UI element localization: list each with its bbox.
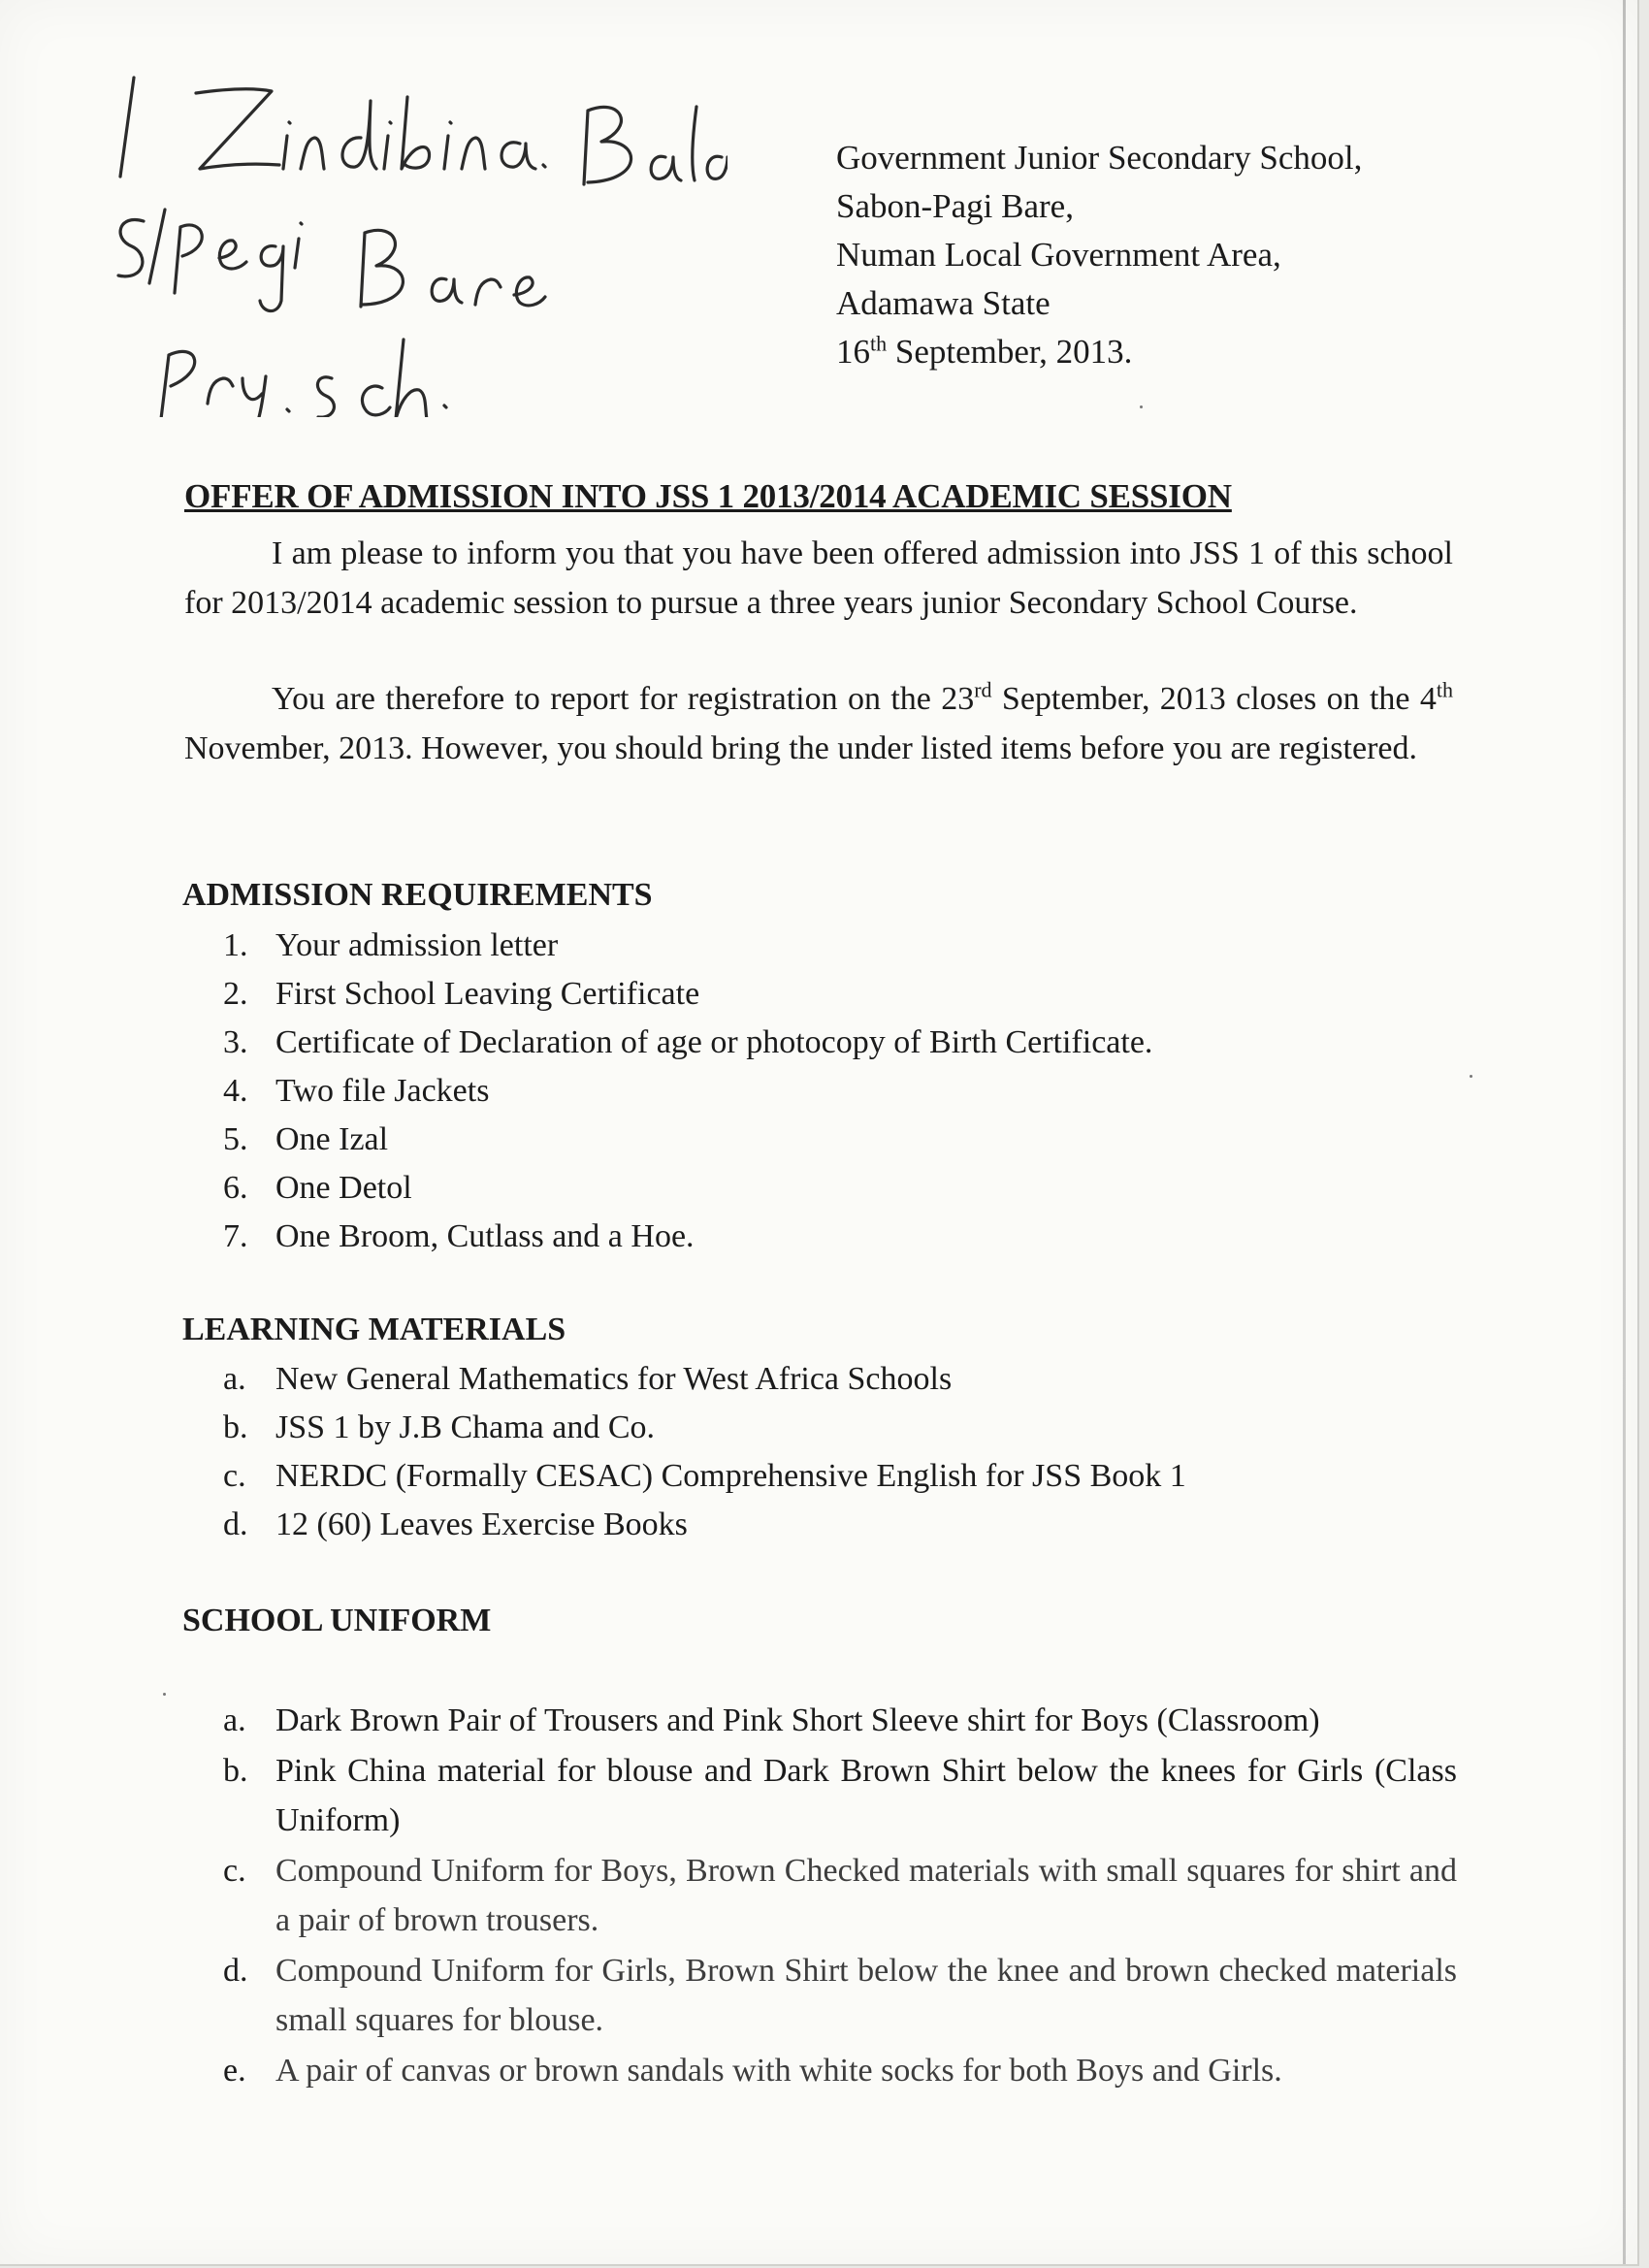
list-item — [223, 1846, 1457, 1945]
list-item — [223, 1067, 1152, 1116]
school-uniform-heading: SCHOOL UNIFORM — [182, 1603, 492, 1638]
list-item — [223, 1404, 1186, 1452]
registration-text-1: You are therefore to report for registration on the 23 — [272, 681, 975, 717]
paragraph-offer-text: I am please to inform you that you have been offered admission into JSS 1 of this school for 2013/2014 academic session to pursue a three years junior Secondary School Course. — [184, 535, 1453, 621]
list-item-text: Pink China material for blouse and Dark Brown Shirt below the knees for Girls (Class Uniform) — [275, 1753, 1457, 1838]
list-marker: b. — [223, 1409, 248, 1445]
list-item — [223, 1746, 1457, 1845]
list-marker: a. — [223, 1361, 246, 1397]
list-item — [223, 2046, 1457, 2095]
list-item-text: Compound Uniform for Girls, Brown Shirt below the knee and brown checked materials small squares for blouse. — [275, 1953, 1457, 2038]
admission-requirements-heading: ADMISSION REQUIREMENTS — [182, 877, 653, 913]
letter-title: OFFER OF ADMISSION INTO JSS 1 2013/2014 ACADEMIC SESSION — [184, 477, 1232, 515]
list-marker: b. — [223, 1753, 248, 1789]
registration-text-3: November, 2013. However, you should bring the under listed items before you are registered. — [184, 730, 1417, 766]
list-marker: e. — [223, 2053, 246, 2089]
list-item-text: One Izal — [275, 1121, 389, 1157]
list-item-text: 12 (60) Leaves Exercise Books — [275, 1507, 688, 1542]
scan-speck — [1470, 1075, 1472, 1078]
list-item-text: Your admission letter — [275, 927, 559, 963]
list-marker: 1. — [223, 927, 248, 963]
list-item — [223, 1696, 1457, 1745]
list-marker: 2. — [223, 976, 248, 1012]
address-line-town: Sabon-Pagi Bare, — [836, 187, 1074, 225]
learning-materials-heading: LEARNING MATERIALS — [182, 1312, 566, 1347]
learning-materials-list — [223, 1355, 1186, 1549]
paragraph-offer — [184, 529, 1453, 628]
list-item-text: JSS 1 by J.B Chama and Co. — [275, 1409, 656, 1445]
handwritten-annotation — [107, 68, 728, 417]
list-item — [223, 1019, 1152, 1067]
scan-speck — [163, 1693, 166, 1696]
list-marker: c. — [223, 1458, 246, 1494]
date-month-year: September, 2013. — [887, 333, 1133, 371]
paragraph-registration — [184, 674, 1453, 773]
list-marker: c. — [223, 1853, 246, 1889]
list-item — [223, 1164, 1152, 1213]
date-ordinal: th — [870, 331, 888, 356]
list-item-text: First School Leaving Certificate — [275, 976, 700, 1012]
registration-text-2: September, 2013 closes on the 4 — [991, 681, 1437, 717]
list-item-text: One Broom, Cutlass and a Hoe. — [275, 1218, 695, 1254]
list-item — [223, 1501, 1186, 1549]
list-item-text: Dark Brown Pair of Trousers and Pink Short Sleeve shirt for Boys (Classroom) — [275, 1702, 1320, 1738]
list-marker: 7. — [223, 1218, 248, 1254]
list-item-text: Certificate of Declaration of age or photocopy of Birth Certificate. — [275, 1024, 1153, 1060]
date-day: 16 — [836, 333, 870, 371]
list-item-text: Two file Jackets — [275, 1073, 490, 1109]
list-marker: 3. — [223, 1024, 248, 1060]
list-item-text: NERDC (Formally CESAC) Comprehensive English for JSS Book 1 — [275, 1458, 1186, 1494]
list-item — [223, 922, 1152, 970]
list-item — [223, 1213, 1152, 1261]
admission-requirements-list — [223, 922, 1152, 1261]
list-item-text: New General Mathematics for West Africa Schools — [275, 1361, 953, 1397]
list-item-text: A pair of canvas or brown sandals with white socks for both Boys and Girls. — [275, 2053, 1282, 2089]
letter-date — [836, 328, 1362, 376]
list-item — [223, 1452, 1186, 1501]
list-marker: 4. — [223, 1073, 248, 1109]
school-address — [836, 134, 1362, 376]
list-marker: d. — [223, 1953, 248, 1989]
address-line-state: Adamawa State — [836, 284, 1051, 322]
list-item-text: One Detol — [275, 1170, 412, 1206]
list-item-text: Compound Uniform for Boys, Brown Checked materials with small squares for shirt and a pair of brown trousers. — [275, 1853, 1457, 1938]
list-item — [223, 1946, 1457, 2045]
address-line-lga: Numan Local Government Area, — [836, 236, 1281, 274]
list-marker: d. — [223, 1507, 248, 1542]
handwriting-strokes — [107, 68, 728, 417]
list-marker: 6. — [223, 1170, 248, 1206]
school-uniform-list — [223, 1696, 1457, 2096]
address-line-school: Government Junior Secondary School, — [836, 139, 1363, 177]
registration-sup-2: th — [1436, 677, 1453, 702]
scan-edge — [1623, 0, 1626, 2264]
list-item — [223, 970, 1152, 1019]
list-marker: a. — [223, 1702, 246, 1738]
scan-speck — [1140, 405, 1143, 408]
list-item — [223, 1355, 1186, 1404]
list-item — [223, 1116, 1152, 1164]
list-marker: 5. — [223, 1121, 248, 1157]
registration-sup-1: rd — [974, 677, 992, 702]
